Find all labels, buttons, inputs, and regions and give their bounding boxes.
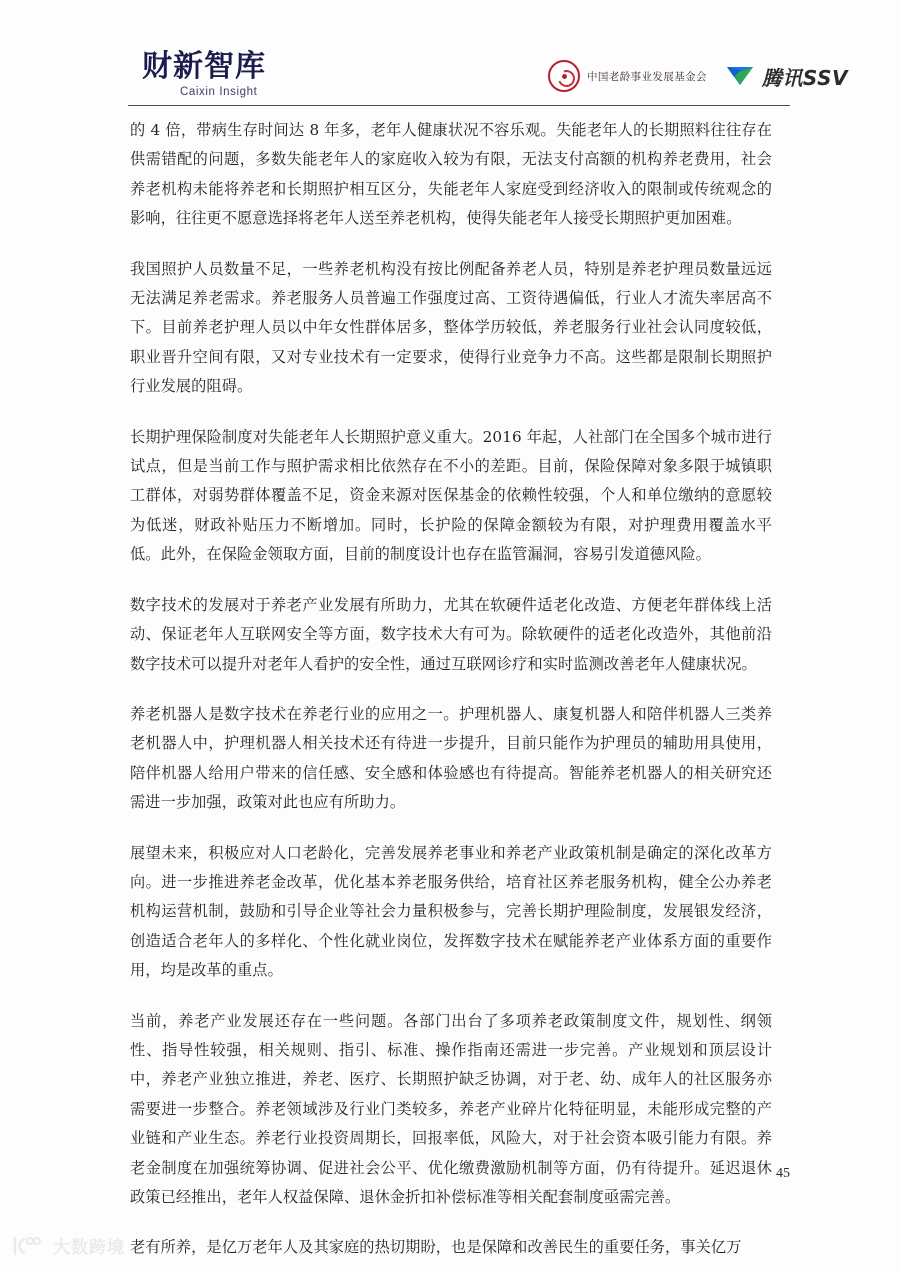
foundation-name: 中国老龄事业发展基金会 [587, 70, 707, 83]
paragraph: 养老机器人是数字技术在养老行业的应用之一。护理机器人、康复机器人和陪伴机器人三类养老机器人中，护理机器人相关技术还有待进一步提升，目前只能作为护理员的辅助用具使用，陪伴机器人给用户带来的信任感、安全感和体验感也有待提高。智能养老机器人的相关研究还需进一步加强，政策对此也应有所助力。 [130, 704, 772, 812]
page-number: 45 [776, 1166, 790, 1181]
partner-tencent-ssv [725, 62, 848, 91]
tencent-ssv-logo-icon [725, 64, 755, 88]
foundation-seal-icon [548, 60, 580, 92]
brand-name-en: Caixin Insight [180, 86, 258, 98]
page-header [0, 0, 900, 110]
watermark-text: 大数跨境 [53, 1238, 125, 1258]
paragraph: 当前，养老产业发展还存在一些问题。各部门出台了多项养老政策制度文件，规划性、纲领性、指导性较强，相关规则、指引、标准、操作指南还需进一步完善。产业规划和顶层设计中，养老产业独立推进，养老、医疗、长期照护缺乏协调，对于老、幼、成年人的社区服务亦需要进一步整合。养老领域涉及行业门类较多，养老产业碎片化特征明显，未能形成完整的产业链和产业生态。养老行业投资周期长，回报率低，风险大，对于社会资本吸引能力有限。养老金制度在加强统筹协调、促进社会公平、优化缴费激励机制等方面，仍有待提升。延迟退休政策已经推出，老年人权益保障、退休金折扣补偿标准等相关配套制度亟需完善。 [130, 1011, 772, 1206]
watermark [12, 1233, 125, 1258]
partner-foundation [548, 60, 707, 92]
paragraph: 长期护理保险制度对失能老年人长期照护意义重大。2016 年起，人社部门在全国多个城市进行试点，但是当前工作与照护需求相比依然存在不小的差距。目前，保险保障对象多限于城镇职工群体，对弱势群体覆盖不足，资金来源对医保基金的依赖性较强，个人和单位缴纳的意愿较为低迷，财政补贴压力不断增加。同时，长护险的保障金额较为有限，对护理费用覆盖水平低。此外，在保险金领取方面，目前的制度设计也存在监管漏洞，容易引发道德风险。 [130, 427, 772, 564]
paragraph: 的 4 倍，带病生存时间达 8 年多，老年人健康状况不容乐观。失能老年人的长期照料往往存在供需错配的问题，多数失能老年人的家庭收入较为有限，无法支付高额的机构养老费用，社会养老机构未能将养老和长期照护相互区分，失能老年人家庭受到经济收入的限制或传统观念的影响，往往更不愿意选择将老年人送至养老机构，使得失能老年人接受长期照护更加困难。 [130, 121, 772, 228]
paragraph: 展望未来，积极应对人口老龄化，完善发展养老事业和养老产业政策机制是确定的深化改革方向。进一步推进养老金改革，优化基本养老服务供给，培育社区养老服务机构，健全公办养老机构运营机制，鼓励和引导企业等社会力量积极参与，完善长期护理险制度，发展银发经济，创造适合老年人的多样化、个性化就业岗位，发挥数字技术在赋能养老产业体系方面的重要作用，均是改革的重点。 [130, 843, 772, 980]
caixin-insight-logo [142, 49, 372, 99]
partner-logos [548, 60, 848, 92]
tencent-ssv-name: 腾讯SSV [761, 65, 848, 90]
brand-name-cn: 财新智库 [142, 49, 266, 84]
paragraph: 我国照护人员数量不足，一些养老机构没有按比例配备养老人员，特别是养老护理员数量远远无法满足养老需求。养老服务人员普遍工作强度过高、工资待遇偏低，行业人才流失率居高不下。目前养老护理人员以中年女性群体居多，整体学历较低，养老服务行业社会认同度较低，职业晋升空间有限，又对专业技术有一定要求，使得行业竞争力不高。这些都是限制长期照护行业发展的阻碍。 [130, 259, 772, 396]
daishu-kuajing-logo-icon [12, 1235, 46, 1257]
document-body [130, 116, 772, 1263]
paragraph: 数字技术的发展对于养老产业发展有所助力，尤其在软硬件适老化改造、方便老年群体线上活动、保证老年人互联网安全等方面，数字技术大有可为。除软硬件的适老化改造外，其他前沿数字技术可以提升对老年人看护的安全性，通过互联网诊疗和实时监测改善老年人健康状况。 [130, 595, 772, 673]
paragraph: 老有所养，是亿万老年人及其家庭的热切期盼，也是保障和改善民生的重要任务，事关亿万 [130, 1238, 742, 1257]
header-divider [128, 105, 790, 106]
